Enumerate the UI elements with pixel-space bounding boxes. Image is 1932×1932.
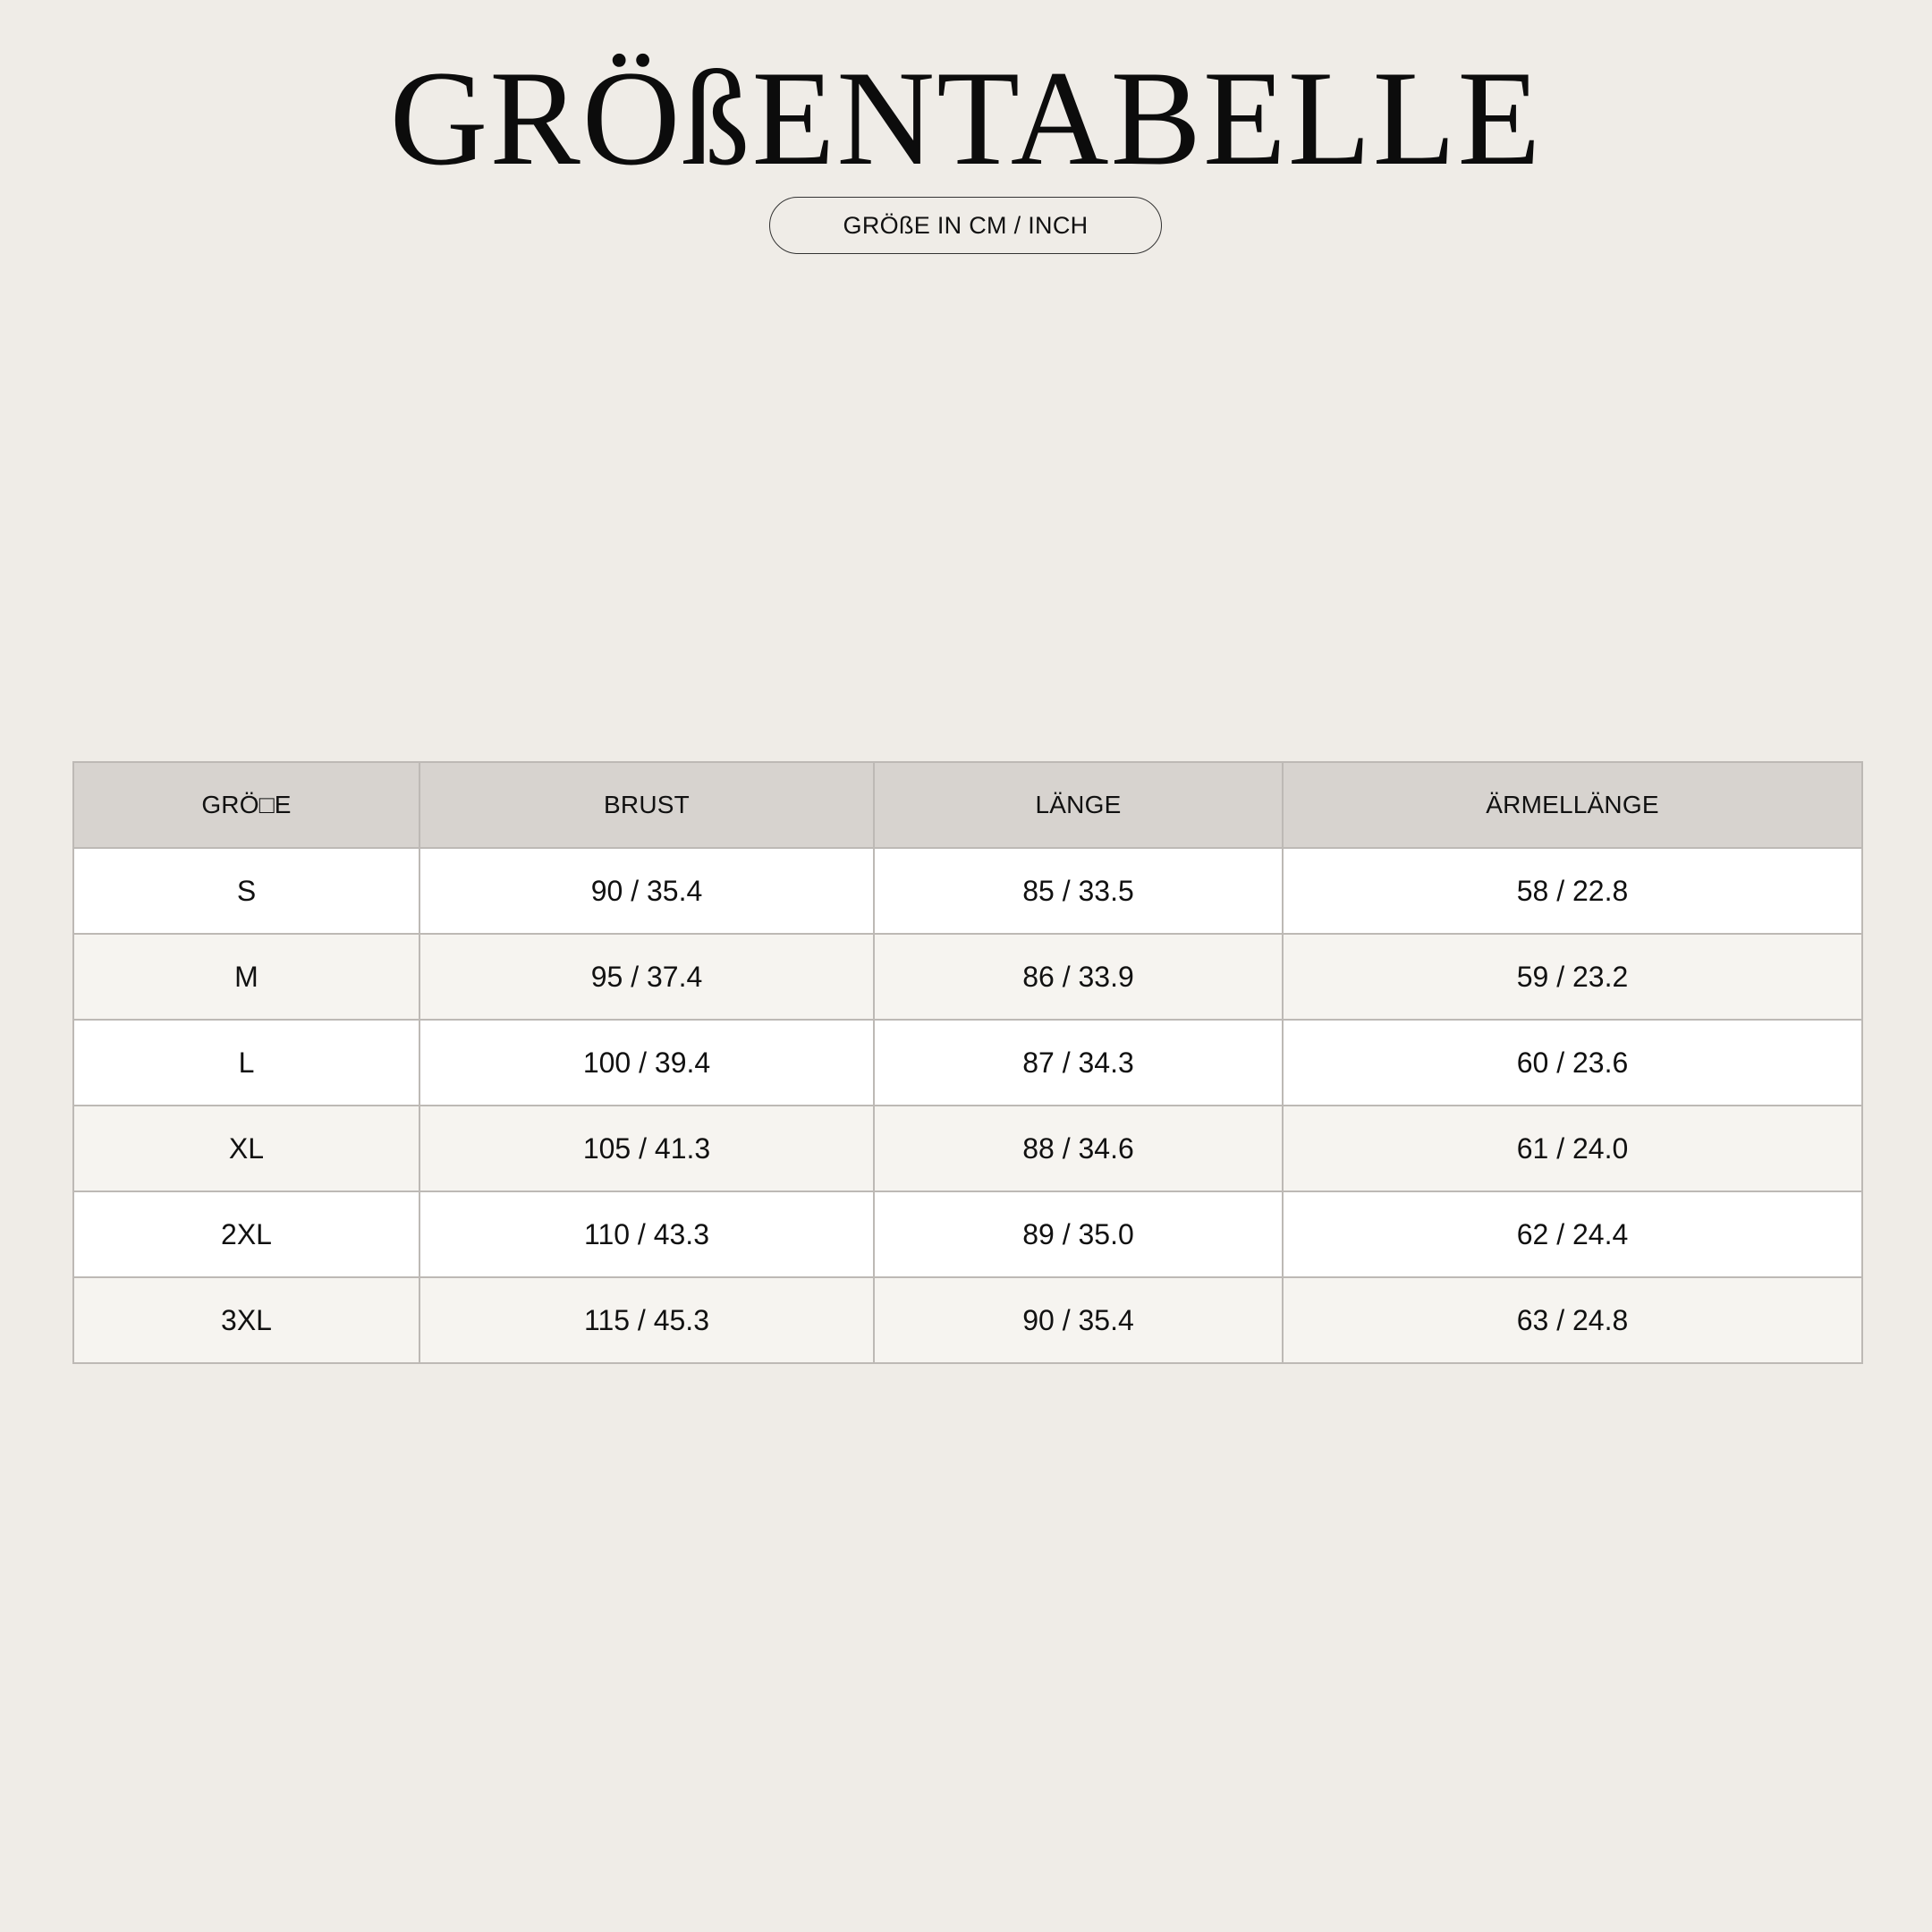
table-row <box>73 934 1862 1020</box>
size-table <box>72 761 1863 1364</box>
cell-size: L <box>73 1020 419 1106</box>
cell-size: S <box>73 848 419 934</box>
cell-chest: 90 / 35.4 <box>419 848 874 934</box>
cell-size: M <box>73 934 419 1020</box>
cell-length: 86 / 33.9 <box>874 934 1283 1020</box>
cell-sleeve-length: 58 / 22.8 <box>1283 848 1862 934</box>
table-row <box>73 1191 1862 1277</box>
cell-sleeve-length: 60 / 23.6 <box>1283 1020 1862 1106</box>
cell-length: 90 / 35.4 <box>874 1277 1283 1363</box>
cell-sleeve-length: 59 / 23.2 <box>1283 934 1862 1020</box>
cell-length: 87 / 34.3 <box>874 1020 1283 1106</box>
cell-length: 85 / 33.5 <box>874 848 1283 934</box>
cell-size: XL <box>73 1106 419 1191</box>
cell-length: 88 / 34.6 <box>874 1106 1283 1191</box>
cell-size: 3XL <box>73 1277 419 1363</box>
table-row <box>73 1277 1862 1363</box>
cell-chest: 105 / 41.3 <box>419 1106 874 1191</box>
table-row <box>73 1106 1862 1191</box>
table-row <box>73 848 1862 934</box>
page-title: GRÖßENTABELLE <box>389 43 1543 193</box>
header-length: LÄNGE <box>874 762 1283 848</box>
cell-chest: 115 / 45.3 <box>419 1277 874 1363</box>
cell-chest: 110 / 43.3 <box>419 1191 874 1277</box>
table-header-row <box>73 762 1862 848</box>
table-row <box>73 1020 1862 1106</box>
cell-length: 89 / 35.0 <box>874 1191 1283 1277</box>
cell-size: 2XL <box>73 1191 419 1277</box>
header-sleeve-length: ÄRMELLÄNGE <box>1283 762 1862 848</box>
cell-chest: 95 / 37.4 <box>419 934 874 1020</box>
cell-sleeve-length: 61 / 24.0 <box>1283 1106 1862 1191</box>
cell-sleeve-length: 63 / 24.8 <box>1283 1277 1862 1363</box>
cell-sleeve-length: 62 / 24.4 <box>1283 1191 1862 1277</box>
cell-chest: 100 / 39.4 <box>419 1020 874 1106</box>
header-size: GRÖ□E <box>73 762 419 848</box>
unit-badge: GRÖßE IN CM / INCH <box>769 197 1162 254</box>
header-chest: BRUST <box>419 762 874 848</box>
